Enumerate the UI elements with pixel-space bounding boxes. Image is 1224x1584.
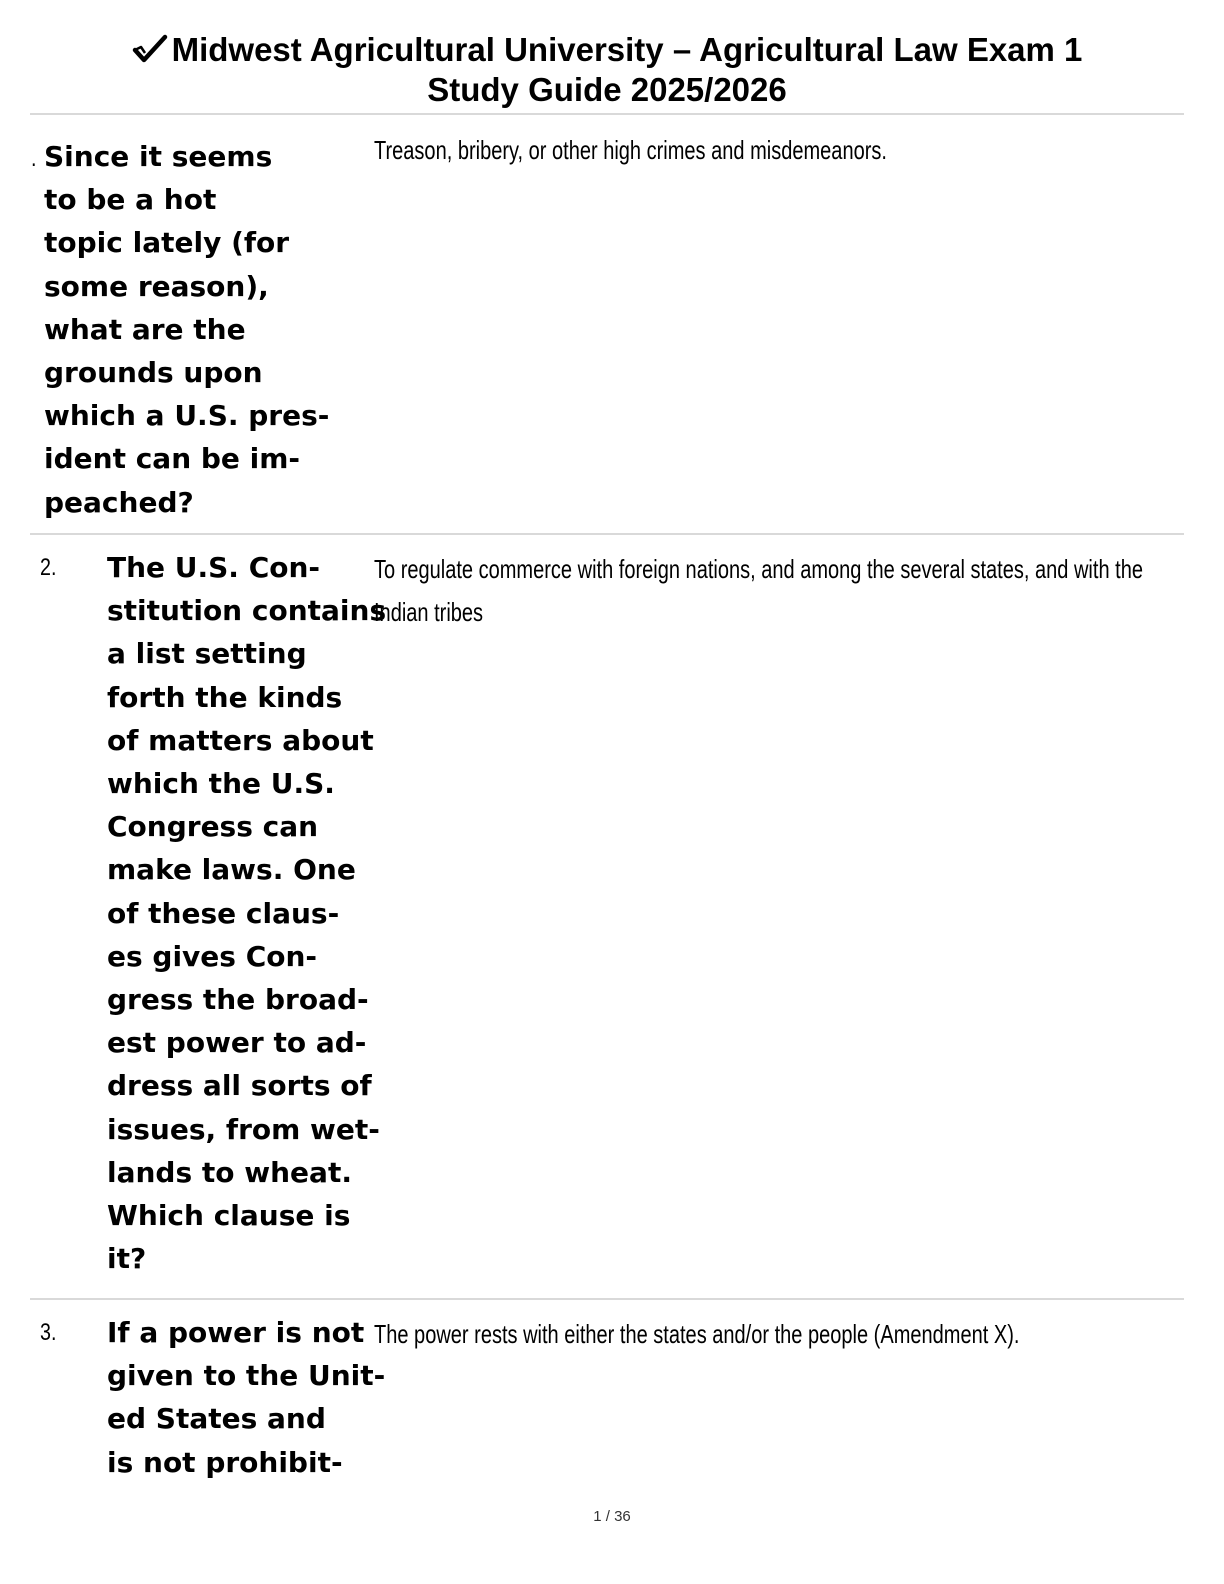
answer-text: Treason, bribery, or other high crimes and misdemeanors. [374, 135, 887, 165]
question-text: If a power is not given to the Unit- ed States and is not prohibit- [107, 1316, 386, 1479]
answer-text: To regulate commerce with foreign nations, and among the several states, and with the Indian tribes [374, 554, 1143, 627]
title-line-2: Study Guide 2025/2026 [427, 71, 787, 108]
title-divider [30, 113, 1184, 115]
answer-text: The power rests with either the states and/or the people (Amendment X). [374, 1319, 1020, 1349]
qa-item-2 [30, 535, 1184, 1298]
question-text: The U.S. Con- stitution contains a list setting forth the kinds of matters about which the U.S. Congress can make laws. One of these claus- es gives Con- gress the broad- est power to ad- dress all sorts of issues, from wet- lands to wheat. Which clause is it? [107, 551, 387, 1276]
title-line-1 [30, 30, 1184, 70]
title-text-1: Midwest Agricultural University – Agricultural Law Exam 1 [171, 31, 1083, 68]
document-title [30, 30, 1184, 110]
qa-item-3 [30, 1300, 1184, 1490]
page-indicator: 1 / 36 [593, 1508, 631, 1525]
item-number: . [31, 145, 37, 172]
qa-item-1 [30, 125, 1184, 533]
item-number: 2. [40, 554, 57, 581]
checkmark-icon [132, 33, 168, 65]
question-text: Since it seems to be a hot topic lately (for some reason), what are the grounds upon which a U.S. pres- ident can be im- peached? [44, 140, 330, 519]
item-number: 3. [40, 1319, 57, 1346]
